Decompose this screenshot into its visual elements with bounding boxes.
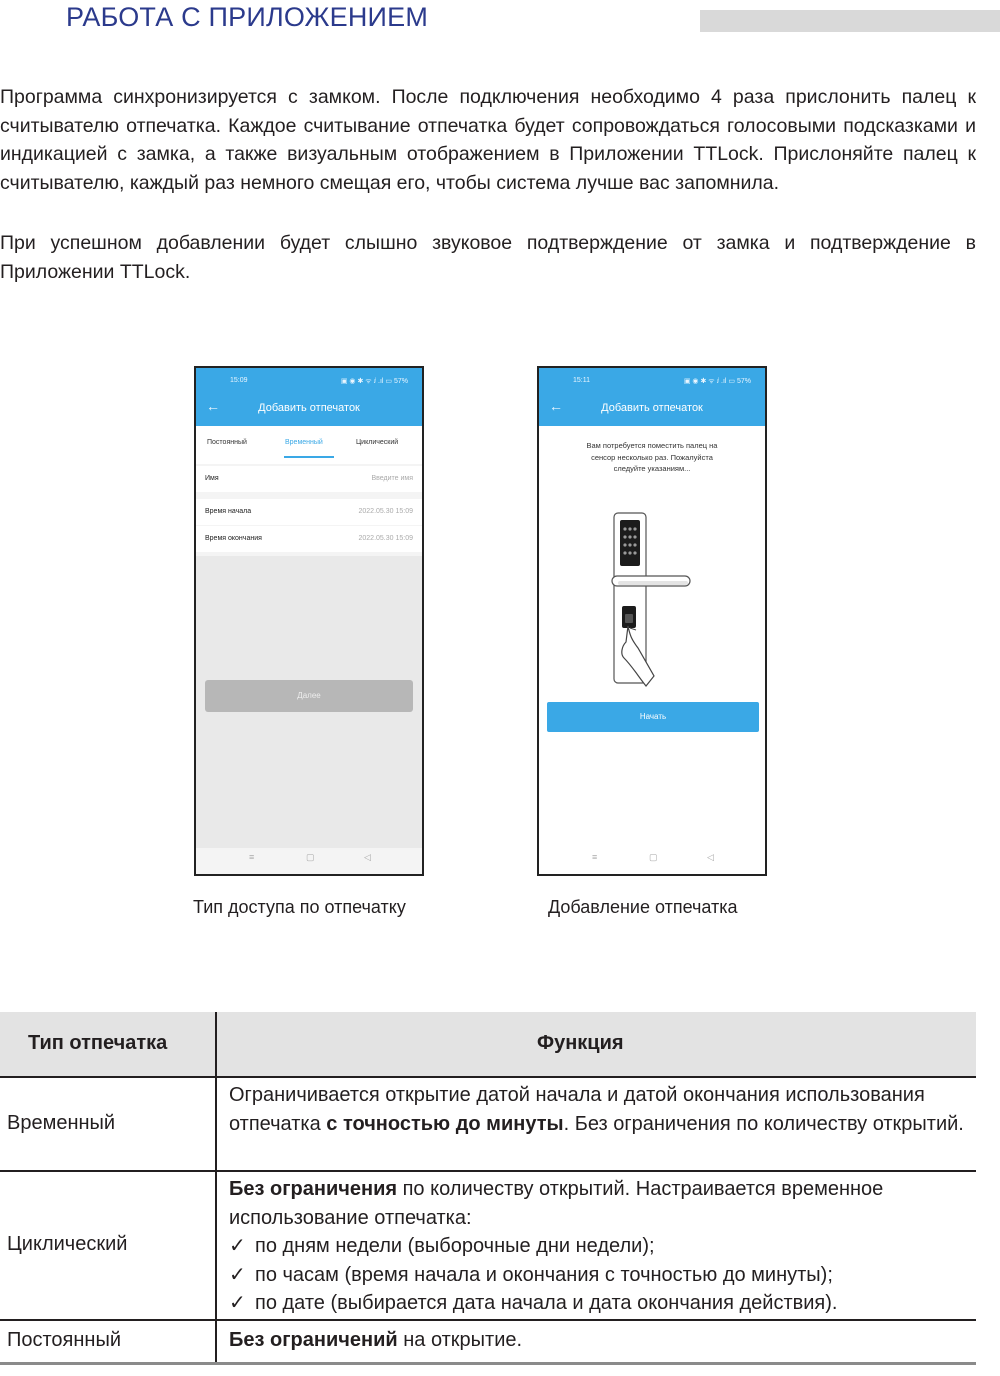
caption-add-fingerprint: Добавление отпечатка [548, 897, 738, 917]
list-item [229, 1289, 969, 1318]
table-divider [0, 1170, 976, 1172]
door-lock-fingerprint-illustration-icon [594, 508, 704, 693]
menu-icon[interactable]: ≡ [249, 852, 255, 862]
end-time-value[interactable]: 2022.05.30 15:09 [358, 535, 413, 542]
table-header [0, 1012, 976, 1076]
status-icons: ▣ ◉ ✱ ᯤ ⅈ .ıl ▭ 57% [683, 378, 751, 385]
access-type-tabs [196, 426, 422, 464]
check-icon: ✓ [229, 1263, 246, 1286]
app-screen-title: Добавить отпечаток [258, 402, 360, 414]
table-divider [0, 1319, 976, 1321]
menu-icon[interactable]: ≡ [592, 852, 598, 862]
tab-cyclic[interactable]: Циклический [356, 439, 399, 446]
function-text: . Без ограничения по количеству открытий. [563, 1112, 964, 1135]
page-title: РАБОТА С ПРИЛОЖЕНИЕМ [66, 2, 429, 32]
active-tab-indicator [284, 456, 334, 458]
status-time: 15:11 [573, 377, 590, 384]
home-icon[interactable]: ▢ [306, 852, 315, 862]
android-nav-bar [196, 844, 422, 874]
header-decoration-bar [700, 10, 1000, 32]
back-arrow-icon[interactable]: ← [206, 398, 220, 414]
instruction-text: Вам потребуется поместить палец на сенсор несколько раз. Пожалуйста следуйте указаниям... [586, 441, 718, 473]
start-button[interactable]: Начать [547, 702, 759, 732]
end-time-field[interactable] [196, 526, 422, 552]
status-time: 15:09 [230, 377, 248, 384]
check-icon: ✓ [229, 1235, 246, 1257]
table-column-divider [215, 1012, 217, 1362]
table-divider [0, 1076, 976, 1078]
start-time-value[interactable]: 2022.05.30 15:09 [358, 508, 413, 515]
back-icon[interactable]: ◁ [364, 852, 371, 862]
row-cyclic-type: Циклический [7, 1233, 128, 1255]
list-item [229, 1261, 969, 1290]
function-emphasis: с точностью до минуты [326, 1112, 564, 1135]
start-time-label: Время начала [205, 508, 252, 515]
name-field[interactable] [196, 466, 422, 492]
app-header [539, 368, 765, 426]
app-header [196, 368, 422, 426]
function-text: на открытие. [397, 1329, 523, 1351]
home-icon[interactable]: ▢ [649, 852, 658, 862]
confirmation-paragraph: При успешном добавлении будет слышно звуковое подтверждение от замка и подтверждение в Приложении TTLock. [0, 232, 976, 283]
end-time-label: Время окончания [205, 535, 262, 542]
status-icons: ▣ ◉ ✱ ᯤ ⅈ .ıl ▭ 57% [340, 378, 408, 385]
header-type: Тип отпечатка [28, 1032, 168, 1054]
back-arrow-icon[interactable]: ← [549, 398, 563, 414]
name-input[interactable]: Введите имя [371, 475, 413, 482]
row-cyclic-function [229, 1175, 969, 1318]
check-icon: ✓ [229, 1292, 246, 1314]
row-permanent-type: Постоянный [7, 1329, 122, 1351]
function-text: по количеству открытий. Настраивается временное использование отпечатка: [229, 1178, 884, 1229]
back-icon[interactable]: ◁ [707, 852, 714, 862]
row-permanent-function [229, 1326, 969, 1355]
android-nav-bar [539, 844, 765, 874]
start-time-field[interactable] [196, 499, 422, 525]
list-item-text: по дням недели (выборочные дни недели); [255, 1235, 655, 1257]
function-emphasis: Без ограничения [229, 1178, 398, 1200]
app-screen-title: Добавить отпечаток [601, 402, 703, 414]
function-emphasis: Без ограничений [229, 1329, 398, 1351]
next-button[interactable]: Далее [205, 680, 413, 712]
name-label: Имя [205, 475, 219, 482]
row-temporary-type: Временный [7, 1112, 116, 1134]
header-function: Функция [537, 1032, 624, 1054]
caption-access-type: Тип доступа по отпечатку [193, 897, 406, 917]
row-temporary-function [229, 1081, 969, 1138]
phone-screenshot-access-type [194, 366, 424, 876]
table-bottom-border [0, 1362, 976, 1365]
list-item-text: по дате (выбирается дата начала и дата окончания действия). [255, 1292, 838, 1314]
list-item-text: по часам (время начала и окончания с точностью до минуты); [255, 1263, 833, 1286]
function-text: Ограничивается открытие датой начала и датой окончания использования отпечатка [229, 1084, 925, 1135]
intro-paragraph: Программа синхронизируется с замком. После подключения необходимо 4 раза прислонить палец к считывателю отпечатка. Каждое считывание отпечатка будет сопровождаться голосовыми подсказками и индикацией с замка, а также визуальным отображением в Приложении TTLock. Прислоняйте палец к считывателю, каждый раз немного смещая его, чтобы система лучше вас запомнила. [0, 86, 976, 194]
phone-screenshot-add-fingerprint [537, 366, 767, 876]
list-item [229, 1232, 969, 1261]
tab-temporary[interactable]: Временный [285, 439, 323, 446]
tab-permanent[interactable]: Постоянный [207, 439, 247, 446]
